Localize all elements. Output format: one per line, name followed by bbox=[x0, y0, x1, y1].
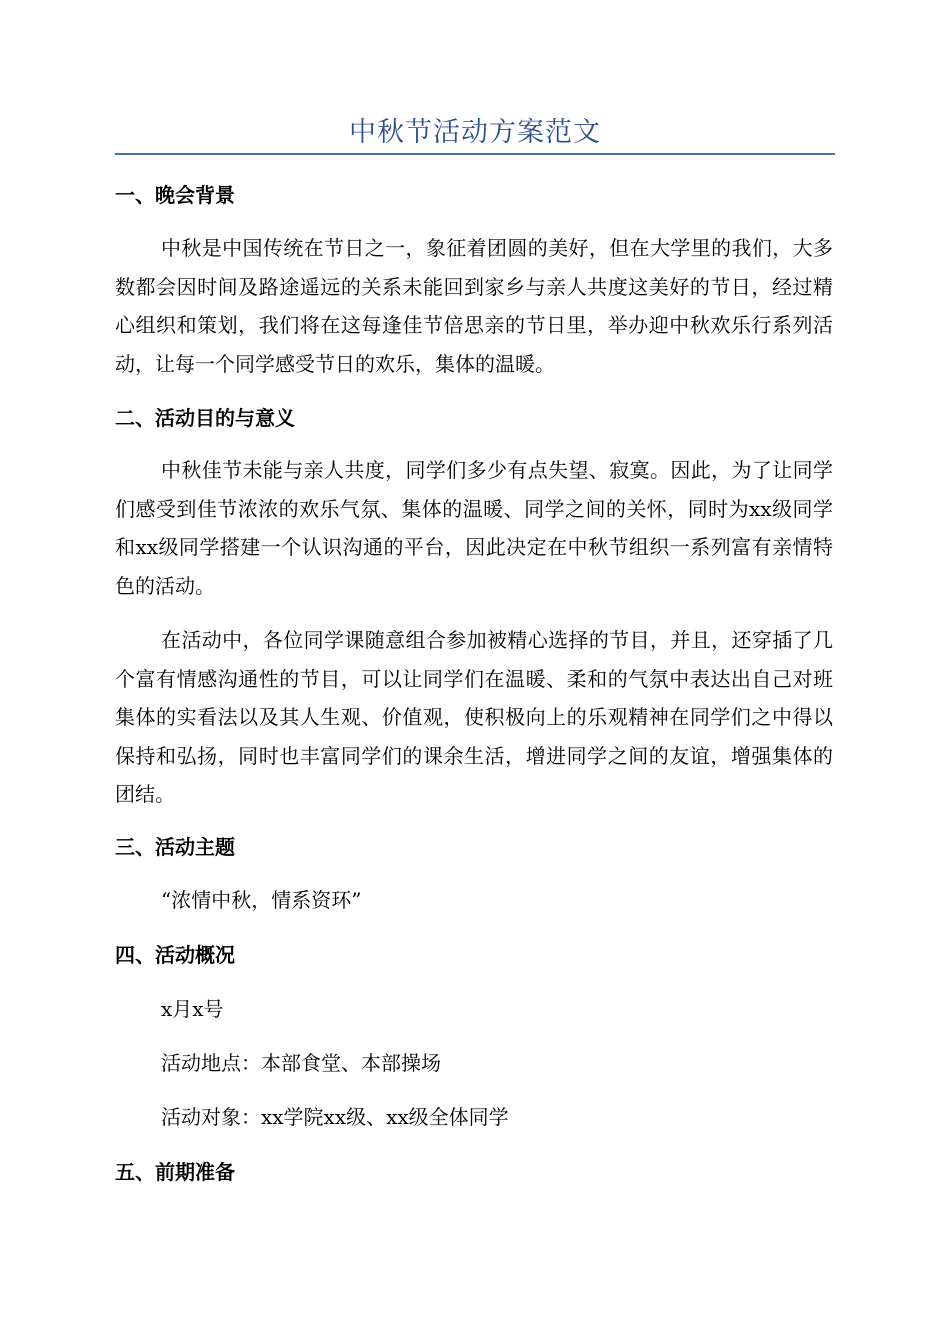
paragraph-background: 中秋是中国传统在节日之一，象征着团圆的美好，但在大学里的我们，大多数都会因时间及路途遥远的关系未能回到家乡与亲人共度这美好的节日，经过精心组织和策划，我们将在这每逢佳节倍思亲的节日里，举办迎中秋欢乐行系列活动，让每一个同学感受节日的欢乐，集体的温暖。 bbox=[115, 236, 833, 376]
paragraph-purpose-2: 在活动中，各位同学课随意组合参加被精心选择的节目，并且，还穿插了几个富有情感沟通性的节目，可以让同学们在温暖、柔和的气氛中表达出自己对班集体的实看法以及其人生观、价值观，使积极向上的乐观精神在同学们之中得以保持和弘扬，同时也丰富同学们的课余生活，增进同学之间的友谊，增强集体的团结。 bbox=[115, 628, 833, 806]
section-heading-theme: 三、活动主题 bbox=[115, 835, 235, 859]
overview-audience: 活动对象：xx学院xx级、xx级全体同学 bbox=[161, 1105, 509, 1129]
section-heading-background: 一、晚会背景 bbox=[115, 183, 235, 207]
section-heading-purpose: 二、活动目的与意义 bbox=[115, 406, 295, 430]
section-heading-overview: 四、活动概况 bbox=[115, 943, 235, 967]
document-title: 中秋节活动方案范文 bbox=[349, 117, 601, 148]
overview-date: x月x号 bbox=[161, 997, 224, 1021]
overview-location: 活动地点：本部食堂、本部操场 bbox=[161, 1051, 441, 1075]
theme-slogan: “浓情中秋，情系资环” bbox=[161, 888, 362, 912]
section-heading-preparation: 五、前期准备 bbox=[115, 1160, 235, 1184]
title-underline bbox=[115, 153, 835, 155]
paragraph-purpose-1: 中秋佳节未能与亲人共度，同学们多少有点失望、寂寞。因此，为了让同学们感受到佳节浓浓的欢乐气氛、集体的温暖、同学之间的关怀，同时为xx级同学和xx级同学搭建一个认识沟通的平台，因此决定在中秋节组织一系列富有亲情特色的活动。 bbox=[115, 458, 833, 598]
